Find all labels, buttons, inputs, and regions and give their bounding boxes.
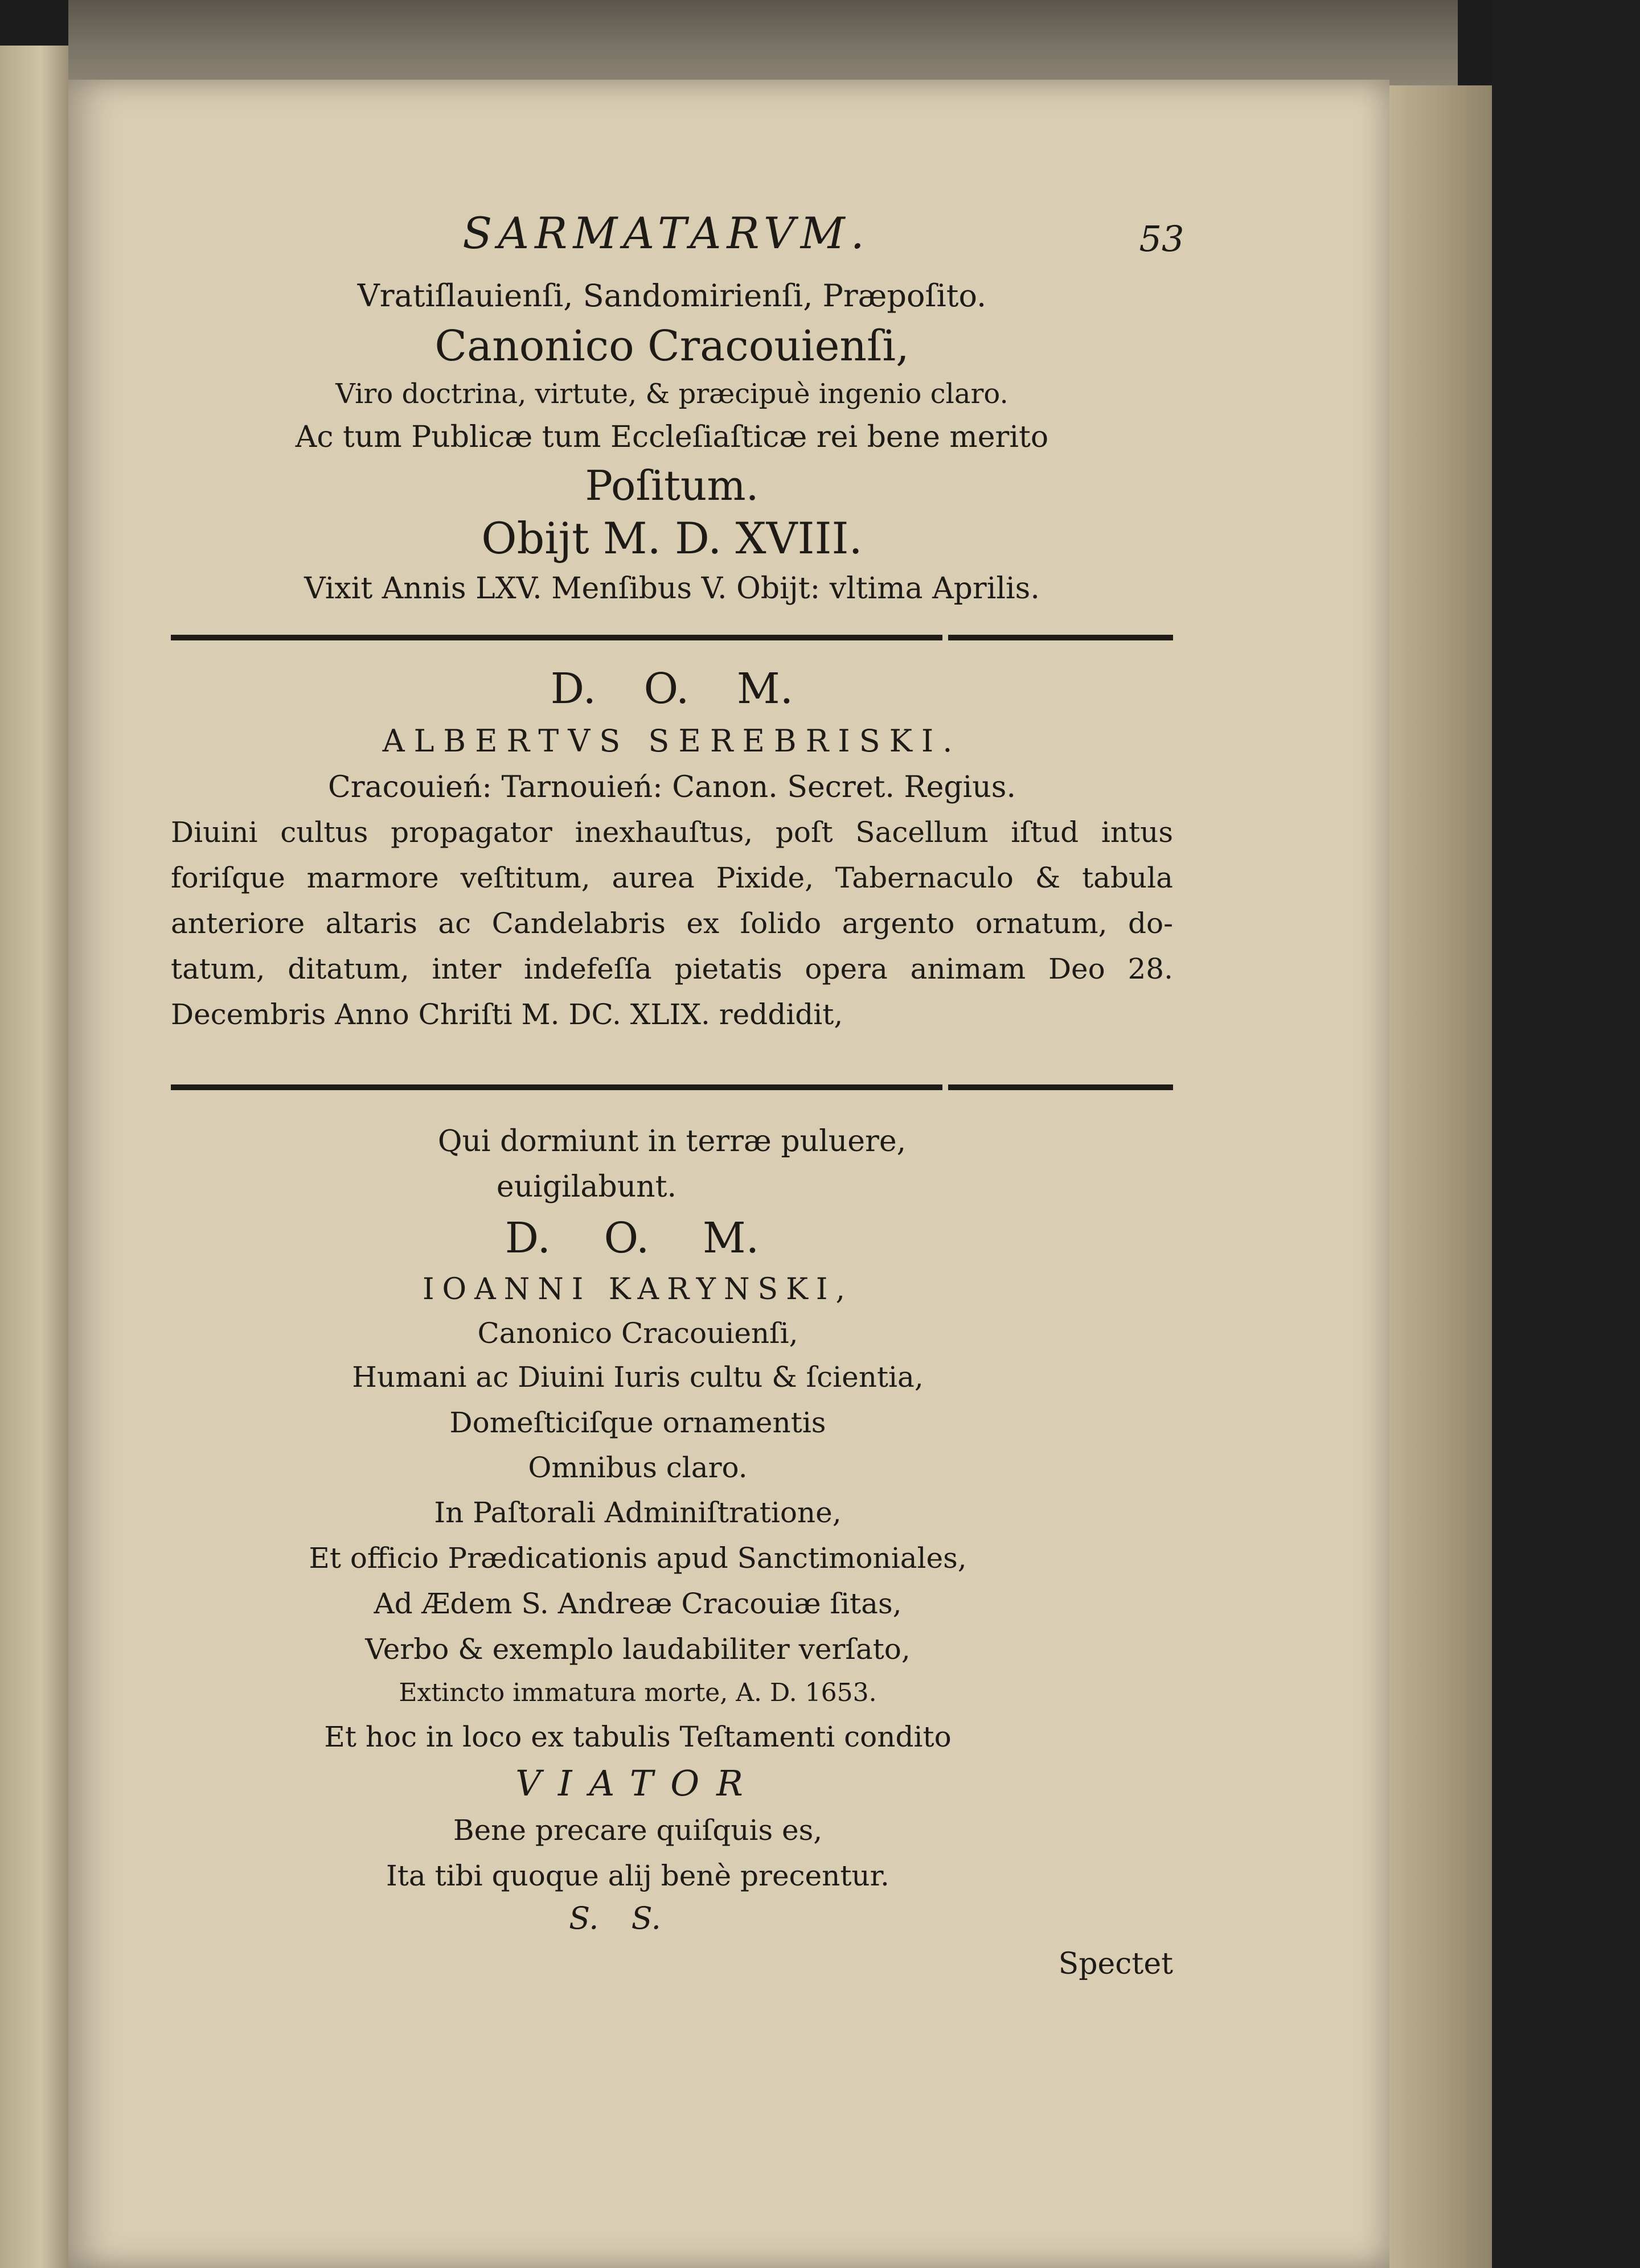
divider-rule-2 bbox=[171, 1084, 1173, 1090]
inscription-3-closing: Bene precare quiſquis es, bbox=[453, 1814, 823, 1847]
page-number: 53 bbox=[1139, 218, 1184, 260]
inscription-1-line: Vratiſlauienſi, Sandomirienſi, Præpoſito. bbox=[357, 278, 987, 314]
inscription-3-line: Et hoc in loco ex tabulis Teſtamenti condito bbox=[324, 1720, 952, 1753]
background-right bbox=[1492, 0, 1640, 2268]
inscription-1-line: Vixit Annis LXV. Menſibus V. Obijt: vltima Aprilis. bbox=[304, 572, 1040, 606]
inscription-2-paragraph-line: foriſque marmore veſtitum, aurea Pixide, Tabernaculo & tabula bbox=[171, 861, 1173, 894]
inscription-3 bbox=[159, 1119, 1184, 1990]
inscription-3-line: In Paſtorali Adminiſtratione, bbox=[434, 1496, 842, 1529]
inscription-2-name: ALBERTVS SEREBRISKI. bbox=[382, 723, 962, 759]
inscription-3-line: Et officio Prædicationis apud Sanctimoniales, bbox=[309, 1542, 967, 1575]
inscription-2-heading: D. O. M. bbox=[550, 664, 794, 713]
inscription-2-paragraph-line: Diuini cultus propagator inexhauſtus, poſt Sacellum iſtud intus bbox=[171, 816, 1173, 849]
inscription-3-line: Ad Ædem S. Andreæ Cracouiæ ſitas, bbox=[374, 1587, 902, 1620]
inscription-3-line: Omnibus claro. bbox=[528, 1451, 748, 1484]
inscription-3-motto: euigilabunt. bbox=[496, 1170, 677, 1204]
inscription-3-viator: VIATOR bbox=[515, 1762, 760, 1804]
running-head: SARMATARVM. bbox=[462, 208, 870, 258]
inscription-1-line: Viro doctrina, virtute, & præcipuè ingenio claro. bbox=[335, 378, 1008, 410]
inscription-1-line: Obijt M. D. XVIII. bbox=[481, 513, 863, 564]
inscription-3-line: Verbo & exemplo laudabiliter verſato, bbox=[365, 1633, 911, 1666]
inscription-3-line: Domeſticiſque ornamentis bbox=[449, 1406, 826, 1439]
divider-rule-1 bbox=[171, 635, 1173, 640]
inscription-3-line: Canonico Cracouienſi, bbox=[477, 1317, 798, 1350]
inscription-2-paragraph-line: tatum, ditatum, inter indefeſſa pietatis opera animam Deo 28. bbox=[171, 952, 1173, 985]
inscription-1 bbox=[159, 273, 1184, 611]
inscription-3-name: IOANNI KARYNSKI, bbox=[422, 1272, 853, 1306]
inscription-2-paragraph-last: Decembris Anno Chriſti M. DC. XLIX. reddidit, bbox=[171, 998, 843, 1031]
inscription-2-paragraph-line: anteriore altaris ac Candelabris ex ſolido argento ornatum, do- bbox=[171, 907, 1173, 940]
inscription-3-motto: Qui dormiunt in terræ puluere, bbox=[437, 1124, 907, 1158]
inscription-1-line: Canonico Cracouienſi, bbox=[434, 322, 909, 371]
inscription-3-closing: Ita tibi quoque alij benè precentur. bbox=[386, 1859, 889, 1892]
inscription-3-line: Extincto immatura morte, A. D. 1653. bbox=[399, 1678, 877, 1707]
catchword: Spectet bbox=[1058, 1947, 1173, 1981]
inscription-3-line: Humani ac Diuini Iuris cultu & ſcientia, bbox=[352, 1361, 924, 1394]
inscription-2 bbox=[159, 660, 1184, 1037]
inscription-2-titles: Cracouień: Tarnouień: Canon. Secret. Regius. bbox=[327, 770, 1016, 804]
inscription-1-line: Ac tum Publicæ tum Eccleſiaſticæ rei bene merito bbox=[295, 420, 1049, 454]
inscription-3-signoff: S. S. bbox=[569, 1900, 661, 1936]
inscription-1-line: Poſitum. bbox=[585, 462, 759, 510]
inscription-3-heading: D. O. M. bbox=[505, 1214, 760, 1263]
